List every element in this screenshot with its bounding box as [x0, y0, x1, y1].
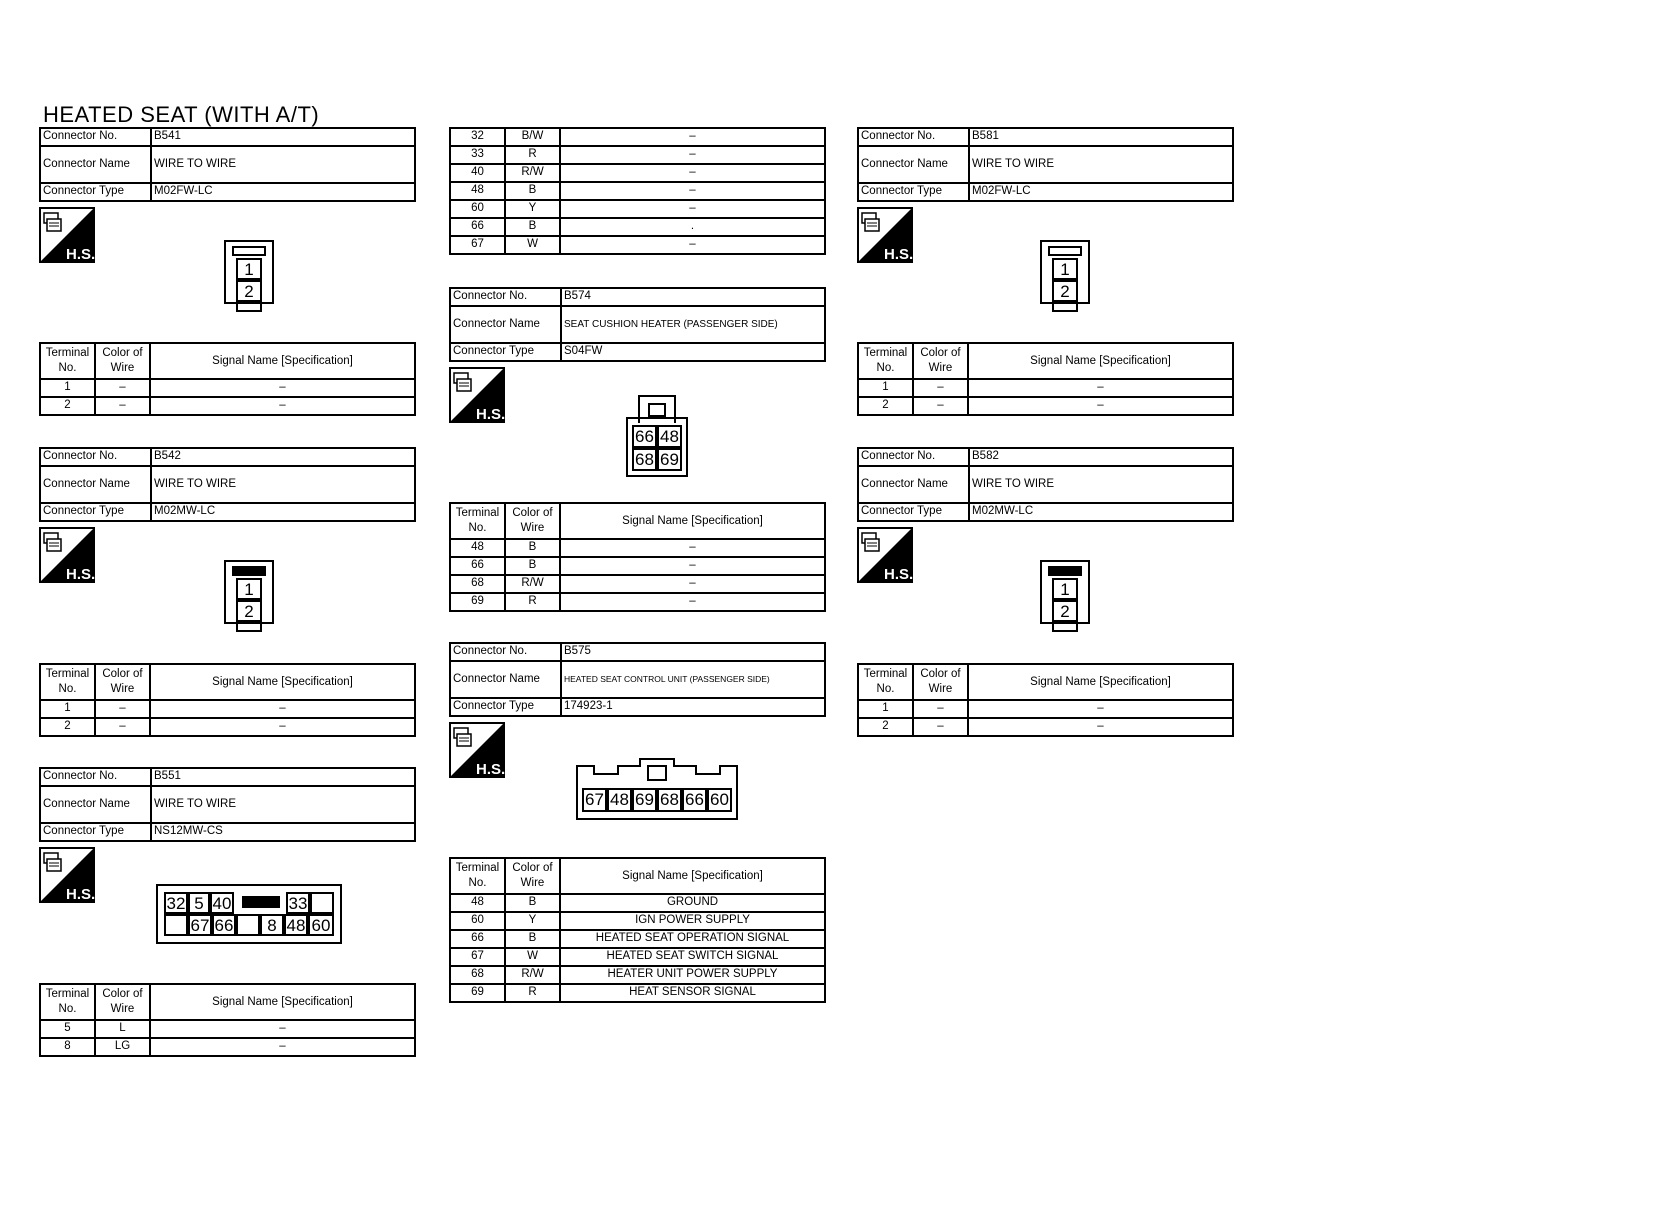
label-connector-name: Connector Name	[40, 466, 151, 503]
label-connector-name: Connector Name	[40, 786, 151, 823]
table-row	[450, 182, 825, 200]
table-row	[450, 593, 825, 611]
cell: –	[95, 397, 150, 415]
cell: –	[560, 236, 825, 254]
cell: –	[560, 200, 825, 218]
cell: –	[913, 379, 968, 397]
cell: –	[95, 379, 150, 397]
cell: B	[505, 218, 560, 236]
cell: W	[505, 948, 560, 966]
cell: –	[560, 539, 825, 557]
cell: –	[968, 397, 1233, 415]
cell: B	[505, 557, 560, 575]
connector-b575-face	[576, 758, 738, 820]
label-connector-type: Connector Type	[450, 343, 561, 361]
table-row	[40, 1020, 415, 1038]
connector-type-value: M02FW-LC	[969, 183, 1233, 201]
label-connector-no: Connector No.	[858, 128, 969, 146]
label-connector-type: Connector Type	[40, 503, 151, 521]
cell: 2	[858, 397, 913, 415]
pin: 69	[632, 788, 657, 812]
table-row	[450, 236, 825, 254]
cell: –	[560, 146, 825, 164]
connector-no-value: B581	[969, 128, 1233, 146]
cell: HEATER UNIT POWER SUPPLY	[560, 966, 825, 984]
cell: 67	[450, 236, 505, 254]
harness-side-icon	[39, 207, 95, 263]
page-title: HEATED SEAT (WITH A/T)	[43, 102, 320, 127]
table-row	[450, 984, 825, 1002]
cell: –	[560, 575, 825, 593]
connector-name-value: WIRE TO WIRE	[151, 786, 415, 823]
cell: 1	[40, 379, 95, 397]
header-color-of-wire: Color of Wire	[95, 664, 150, 700]
cell: –	[913, 700, 968, 718]
cell: LG	[95, 1038, 150, 1056]
table-row	[40, 1038, 415, 1056]
table-row	[858, 718, 1233, 736]
table-row	[450, 146, 825, 164]
connector-b551-info	[39, 767, 416, 842]
pin	[164, 914, 188, 936]
label-connector-type: Connector Type	[40, 823, 151, 841]
cell: 68	[450, 966, 505, 984]
connector-no-value: B542	[151, 448, 415, 466]
cell: 66	[450, 557, 505, 575]
pin: 66	[682, 788, 707, 812]
label-connector-name: Connector Name	[450, 306, 561, 343]
header-color-of-wire: Color of Wire	[95, 984, 150, 1020]
cell: 32	[450, 128, 505, 146]
table-row	[40, 379, 415, 397]
label-connector-type: Connector Type	[40, 183, 151, 201]
cell: 1	[40, 700, 95, 718]
header-color-of-wire: Color of Wire	[913, 664, 968, 700]
connector-name-value: WIRE TO WIRE	[969, 466, 1233, 503]
table-row	[450, 575, 825, 593]
cell: 2	[858, 718, 913, 736]
header-color-of-wire: Color of Wire	[505, 503, 560, 539]
connector-type-value: 174923-1	[561, 698, 825, 716]
connector-b581-info	[857, 127, 1234, 202]
connector-name-value: WIRE TO WIRE	[969, 146, 1233, 183]
pin: 1	[1052, 258, 1078, 280]
pin: 32	[164, 892, 188, 914]
connector-no-value: B575	[561, 643, 825, 661]
label-connector-no: Connector No.	[858, 448, 969, 466]
connector-b574-info	[449, 287, 826, 362]
cell: Y	[505, 200, 560, 218]
cell: –	[95, 718, 150, 736]
key-mark	[242, 896, 280, 908]
terminal-table-b575	[449, 857, 826, 1003]
table-row	[450, 930, 825, 948]
svg-text:H.S.: H.S.	[66, 246, 95, 263]
connector-no-value: B582	[969, 448, 1233, 466]
connector-no-value: B551	[151, 768, 415, 786]
svg-text:H.S.: H.S.	[66, 886, 95, 903]
connector-b541-info	[39, 127, 416, 202]
terminal-table-b551	[39, 983, 416, 1057]
cell: –	[560, 593, 825, 611]
label-connector-no: Connector No.	[40, 448, 151, 466]
table-row	[450, 894, 825, 912]
cell: 5	[40, 1020, 95, 1038]
header-signal-name: Signal Name [Specification]	[150, 984, 415, 1020]
connector-type-value: S04FW	[561, 343, 825, 361]
cell: Y	[505, 912, 560, 930]
terminal-table-b542	[39, 663, 416, 737]
cell: –	[913, 718, 968, 736]
pin: 48	[284, 914, 308, 936]
connector-no-value: B541	[151, 128, 415, 146]
connector-name-value: WIRE TO WIRE	[151, 146, 415, 183]
svg-text:H.S.: H.S.	[884, 246, 913, 263]
pin: 2	[236, 280, 262, 302]
cell: 66	[450, 930, 505, 948]
harness-side-icon	[39, 847, 95, 903]
cell: –	[150, 1038, 415, 1056]
connector-b574-face	[626, 395, 688, 477]
connector-b541-face	[224, 240, 274, 314]
cell: L	[95, 1020, 150, 1038]
cell: R	[505, 984, 560, 1002]
connector-name-value: HEATED SEAT CONTROL UNIT (PASSENGER SIDE)	[561, 661, 825, 698]
connector-no-value: B574	[561, 288, 825, 306]
cell: B	[505, 182, 560, 200]
pin: 1	[1052, 578, 1078, 600]
cell: –	[560, 164, 825, 182]
table-row	[450, 164, 825, 182]
header-signal-name: Signal Name [Specification]	[150, 664, 415, 700]
connector-b581-face	[1040, 240, 1090, 314]
pin: 5	[188, 892, 210, 914]
cell: 8	[40, 1038, 95, 1056]
cell: 68	[450, 575, 505, 593]
pin: 66	[212, 914, 236, 936]
table-row	[40, 700, 415, 718]
cell: IGN POWER SUPPLY	[560, 912, 825, 930]
pin: 60	[308, 914, 334, 936]
header-color-of-wire: Color of Wire	[913, 343, 968, 379]
cell: –	[150, 397, 415, 415]
cell: 48	[450, 182, 505, 200]
cell: 67	[450, 948, 505, 966]
table-row	[450, 200, 825, 218]
cell: R/W	[505, 966, 560, 984]
connector-name-value: SEAT CUSHION HEATER (PASSENGER SIDE)	[561, 306, 825, 343]
connector-b582-face	[1040, 560, 1090, 634]
connector-b542-info	[39, 447, 416, 522]
connector-type-value: M02MW-LC	[151, 503, 415, 521]
cell: R	[505, 146, 560, 164]
cell: 1	[858, 379, 913, 397]
table-row	[858, 379, 1233, 397]
table-row	[450, 128, 825, 146]
cell: –	[150, 700, 415, 718]
cell: .	[560, 218, 825, 236]
header-terminal-no: Terminal No.	[858, 343, 913, 379]
svg-text:H.S.: H.S.	[66, 566, 95, 583]
cell: –	[968, 700, 1233, 718]
header-signal-name: Signal Name [Specification]	[150, 343, 415, 379]
harness-side-icon	[449, 367, 505, 423]
header-terminal-no: Terminal No.	[40, 343, 95, 379]
pin: 2	[1052, 280, 1078, 302]
cell: 60	[450, 200, 505, 218]
label-connector-name: Connector Name	[450, 661, 561, 698]
cell: GROUND	[560, 894, 825, 912]
terminal-table-b541	[39, 342, 416, 416]
header-signal-name: Signal Name [Specification]	[560, 503, 825, 539]
svg-text:H.S.: H.S.	[476, 761, 505, 778]
table-row	[40, 397, 415, 415]
connector-b575-info	[449, 642, 826, 717]
cell: R/W	[505, 164, 560, 182]
cell: 66	[450, 218, 505, 236]
pin: 2	[1052, 600, 1078, 622]
cell: –	[560, 128, 825, 146]
cell: HEATED SEAT OPERATION SIGNAL	[560, 930, 825, 948]
table-row	[450, 539, 825, 557]
cell: 2	[40, 718, 95, 736]
cell: HEAT SENSOR SIGNAL	[560, 984, 825, 1002]
cell: 2	[40, 397, 95, 415]
label-connector-type: Connector Type	[450, 698, 561, 716]
svg-text:H.S.: H.S.	[476, 406, 505, 423]
cell: W	[505, 236, 560, 254]
cell: –	[968, 718, 1233, 736]
svg-text:H.S.: H.S.	[884, 566, 913, 583]
cell: 60	[450, 912, 505, 930]
header-terminal-no: Terminal No.	[40, 664, 95, 700]
connector-type-value: NS12MW-CS	[151, 823, 415, 841]
pin: 66	[632, 425, 657, 448]
pin: 2	[236, 600, 262, 622]
pin: 68	[657, 788, 682, 812]
label-connector-no: Connector No.	[450, 288, 561, 306]
header-signal-name: Signal Name [Specification]	[968, 664, 1233, 700]
cell: 1	[858, 700, 913, 718]
pin: 1	[236, 258, 262, 280]
table-row	[450, 966, 825, 984]
header-signal-name: Signal Name [Specification]	[968, 343, 1233, 379]
cell: –	[95, 700, 150, 718]
pin	[236, 914, 260, 936]
cell: B	[505, 930, 560, 948]
cell: B	[505, 894, 560, 912]
pin: 67	[188, 914, 212, 936]
harness-side-icon	[449, 722, 505, 778]
table-row	[450, 912, 825, 930]
pin: 1	[236, 578, 262, 600]
terminal-table-b581	[857, 342, 1234, 416]
table-row	[858, 397, 1233, 415]
pin: 33	[286, 892, 310, 914]
harness-side-icon	[39, 527, 95, 583]
connector-b551-face	[156, 884, 342, 944]
terminal-table-b574	[449, 502, 826, 612]
cell: B/W	[505, 128, 560, 146]
cell: 48	[450, 539, 505, 557]
label-connector-no: Connector No.	[450, 643, 561, 661]
header-color-of-wire: Color of Wire	[505, 858, 560, 894]
table-row	[40, 718, 415, 736]
cell: 69	[450, 593, 505, 611]
connector-b582-info	[857, 447, 1234, 522]
pin: 60	[707, 788, 732, 812]
connector-name-value: WIRE TO WIRE	[151, 466, 415, 503]
cell: B	[505, 539, 560, 557]
cell: R/W	[505, 575, 560, 593]
table-row	[450, 218, 825, 236]
cell: HEATED SEAT SWITCH SIGNAL	[560, 948, 825, 966]
pin: 68	[632, 448, 657, 471]
header-terminal-no: Terminal No.	[40, 984, 95, 1020]
cell: 33	[450, 146, 505, 164]
cell: –	[913, 397, 968, 415]
label-connector-type: Connector Type	[858, 183, 969, 201]
cell: R	[505, 593, 560, 611]
header-terminal-no: Terminal No.	[450, 503, 505, 539]
pin: 69	[657, 448, 682, 471]
pin	[310, 892, 334, 914]
header-signal-name: Signal Name [Specification]	[560, 858, 825, 894]
pin: 48	[657, 425, 682, 448]
cell: –	[560, 182, 825, 200]
pin: 48	[607, 788, 632, 812]
cell: 48	[450, 894, 505, 912]
label-connector-type: Connector Type	[858, 503, 969, 521]
cell: –	[150, 1020, 415, 1038]
header-color-of-wire: Color of Wire	[95, 343, 150, 379]
connector-type-value: M02FW-LC	[151, 183, 415, 201]
cell: –	[150, 718, 415, 736]
terminal-table-b582	[857, 663, 1234, 737]
cell: –	[968, 379, 1233, 397]
cell: 40	[450, 164, 505, 182]
pin: 40	[210, 892, 234, 914]
label-connector-name: Connector Name	[40, 146, 151, 183]
connector-type-value: M02MW-LC	[969, 503, 1233, 521]
table-row	[858, 700, 1233, 718]
header-terminal-no: Terminal No.	[450, 858, 505, 894]
header-terminal-no: Terminal No.	[858, 664, 913, 700]
label-connector-no: Connector No.	[40, 128, 151, 146]
pin: 8	[260, 914, 284, 936]
cell: –	[150, 379, 415, 397]
label-connector-name: Connector Name	[858, 466, 969, 503]
label-connector-no: Connector No.	[40, 768, 151, 786]
label-connector-name: Connector Name	[858, 146, 969, 183]
table-row	[450, 948, 825, 966]
terminal-table-b551-continued	[449, 127, 826, 255]
harness-side-icon	[857, 207, 913, 263]
connector-b542-face	[224, 560, 274, 634]
table-row	[450, 557, 825, 575]
cell: 69	[450, 984, 505, 1002]
harness-side-icon	[857, 527, 913, 583]
pin: 67	[582, 788, 607, 812]
cell: –	[560, 557, 825, 575]
